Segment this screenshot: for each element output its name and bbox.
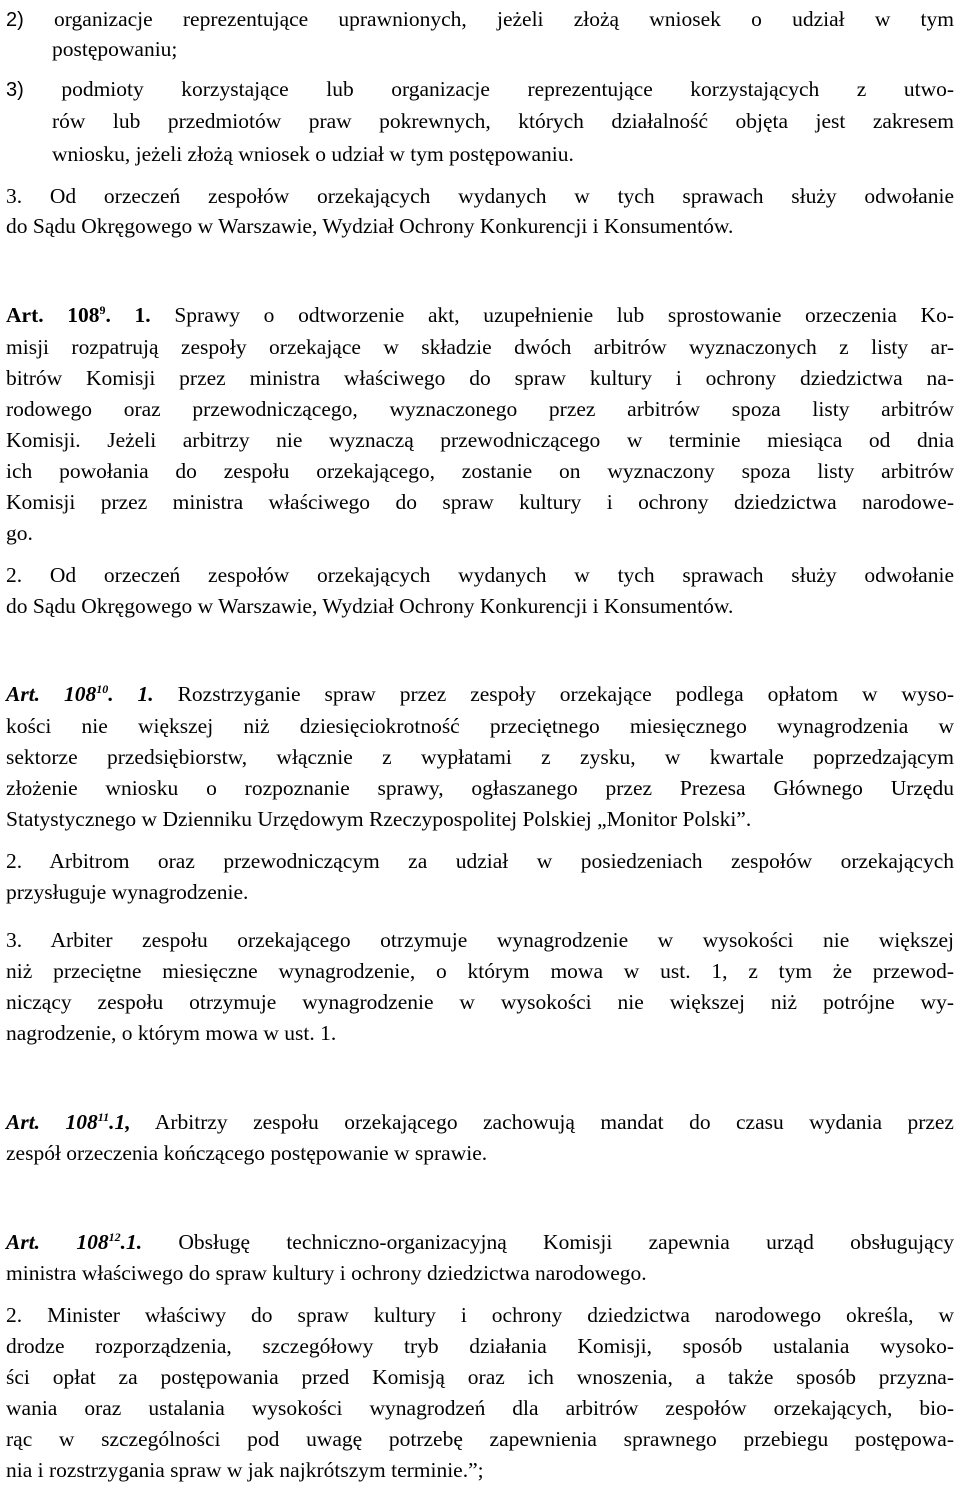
art-108-10-para-3-line-1: 3. Arbiter zespołu orzekającego otrzymuje wynagrodzenie w wysokości nie większej <box>6 928 954 952</box>
list-item-2-line-2: postępowaniu; <box>52 37 178 61</box>
art-108-9-line-8: go. <box>6 521 33 545</box>
art-108-9-para-2-line-1: 2. Od orzeczeń zespołów orzekających wydanych w tych sprawach służy odwołanie <box>6 563 954 587</box>
article-heading: Art. $108^{12}.1$. <box>6 1229 143 1254</box>
paragraph-3-line-1: 3. Od orzeczeń zespołów orzekających wydanych w tych sprawach służy odwołanie <box>6 184 954 208</box>
art-108-9-line-5: Komisji. Jeżeli arbitrzy nie wyznaczą przewodniczącego w terminie miesiąca od dnia <box>6 428 954 452</box>
art-108-9-line-4: rodowego oraz przewodniczącego, wyznaczonego przez arbitrów spoza listy arbitrów <box>6 397 954 421</box>
art-108-12-para-2-line-1: 2. Minister właściwy do spraw kultury i ochrony dziedzictwa narodowego określa, w <box>6 1303 954 1327</box>
art-108-11-line-1: Art. $108^{11}.1$, Arbitrzy zespołu orzekającego zachowują mandat do czasu wydania przez <box>6 1109 954 1134</box>
list-item-3-line-2: rów lub przedmiotów praw pokrewnych, których działalność objęta jest zakresem <box>52 109 954 133</box>
paragraph-3-line-2: do Sądu Okręgowego w Warszawie, Wydział Ochrony Konkurencji i Konsumentów. <box>6 214 734 238</box>
art-108-10-line-2: kości nie większej niż dziesięciokrotność przeciętnego miesięcznego wynagrodzenia w <box>6 714 954 738</box>
art-108-9-line-1: Art. $108^9$. 1. Sprawy o odtworzenie akt, uzupełnienie lub sprostowanie orzeczenia Ko- <box>6 302 954 327</box>
list-item-3-line-1: 3) podmioty korzystające lub organizacje reprezentujące korzystających z utwo- <box>6 77 954 101</box>
art-108-12-line-2: ministra właściwego do spraw kultury i ochrony dziedzictwa narodowego. <box>6 1261 647 1285</box>
art-108-10-line-5: Statystycznego w Dzienniku Urzędowym Rzeczypospolitej Polskiej „Monitor Polski”. <box>6 807 752 831</box>
art-108-10-para-3-line-4: nagrodzenie, o którym mowa w ust. 1. <box>6 1021 337 1045</box>
list-item-3-line-3: wniosku, jeżeli złożą wniosek o udział w tym postępowaniu. <box>52 142 574 166</box>
art-108-9-line-3: bitrów Komisji przez ministra właściwego do spraw kultury i ochrony dziedzictwa na- <box>6 366 954 390</box>
art-108-12-para-2-line-6: nia i rozstrzygania spraw w jak najkrótszym terminie.”; <box>6 1458 484 1482</box>
list-item-number: 2) <box>6 9 24 31</box>
art-108-9-line-7: Komisji przez ministra właściwego do spraw kultury i ochrony dziedzictwa narodowe- <box>6 490 954 514</box>
art-108-10-line-3: sektorze przedsiębiorstw, włącznie z wypłatami z zysku, w kwartale poprzedzającym <box>6 745 954 769</box>
art-108-10-line-4: złożenie wniosku o rozpoznanie sprawy, ogłaszanego przez Prezesa Głównego Urzędu <box>6 776 954 800</box>
art-108-12-para-2-line-2: drodze rozporządzenia, szczegółowy tryb działania Komisji, sposób ustalania wysoko- <box>6 1334 954 1358</box>
article-heading: Art. $108^{10}$. 1. <box>6 681 154 706</box>
art-108-9-para-2-line-2: do Sądu Okręgowego w Warszawie, Wydział Ochrony Konkurencji i Konsumentów. <box>6 594 734 618</box>
list-item-2-line-1: 2) organizacje reprezentujące uprawnionych, jeżeli złożą wniosek o udział w tym <box>6 7 954 31</box>
art-108-11-line-2: zespół orzeczenia kończącego postępowanie w sprawie. <box>6 1141 488 1165</box>
art-108-12-para-2-line-3: ści opłat za postępowania przed Komisją oraz ich wnoszenia, a także sposób przyzna- <box>6 1365 954 1389</box>
art-108-10-line-1: Art. $108^{10}$. 1. Rozstrzyganie spraw przez zespoły orzekające podlega opłatom w wyso- <box>6 681 954 706</box>
art-108-10-para-3-line-3: niczący zespołu otrzymuje wynagrodzenie w wysokości nie większej niż potrójne wy- <box>6 990 954 1014</box>
art-108-9-line-2: misji rozpatrują zespoły orzekające w składzie dwóch arbitrów wyznaczonych z listy ar- <box>6 335 954 359</box>
art-108-10-para-3-line-2: niż przeciętne miesięczne wynagrodzenie, o którym mowa w ust. 1, z tym że przewod- <box>6 959 954 983</box>
art-108-12-para-2-line-5: rąc w szczególności pod uwagę potrzebę zapewnienia sprawnego przebiegu postępowa- <box>6 1427 954 1451</box>
article-heading: Art. $108^{11}.1$, <box>6 1109 131 1134</box>
art-108-10-para-2-line-1: 2. Arbitrom oraz przewodniczącym za udział w posiedzeniach zespołów orzekających <box>6 849 954 873</box>
art-108-9-line-6: ich powołania do zespołu orzekającego, zostanie on wyznaczony spoza listy arbitrów <box>6 459 954 483</box>
article-heading: Art. $108^9$. 1. <box>6 302 151 327</box>
art-108-10-para-2-line-2: przysługuje wynagrodzenie. <box>6 880 249 904</box>
art-108-12-line-1: Art. $108^{12}.1$. Obsługę techniczno-organizacyjną Komisji zapewnia urząd obsługujący <box>6 1229 954 1254</box>
art-108-12-para-2-line-4: wania oraz ustalania wysokości wynagrodzeń dla arbitrów zespołów orzekających, bio- <box>6 1396 954 1420</box>
list-item-number: 3) <box>6 79 24 101</box>
